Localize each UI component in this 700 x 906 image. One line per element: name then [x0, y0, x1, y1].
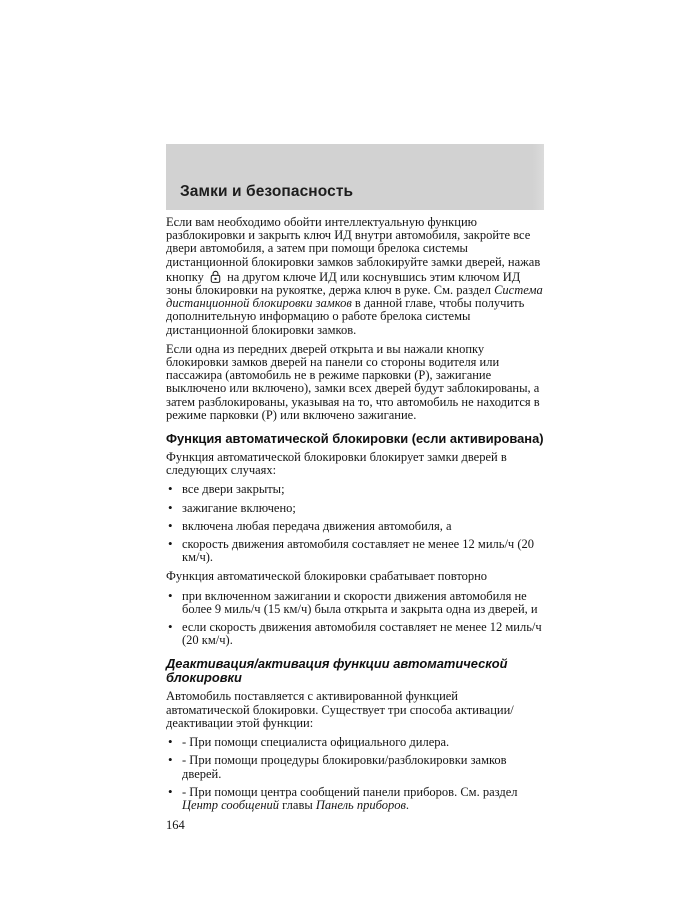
paragraph-smart-unlock-bypass	[166, 216, 544, 337]
page-number: 164	[166, 818, 185, 833]
section-heading-autolock: Функция автоматической блокировки (если активирована)	[166, 431, 544, 447]
list-item: • если скорость движения автомобиля составляет не менее 12 миль/ч (20 км/ч).	[166, 621, 544, 647]
paragraph-text: Если вам необходимо обойти интеллектуальную функцию разблокировки и закрыть ключ ИД внутри автомобиля, закройте все двери автомобиля, а затем при помощи брелока системы дистанционной блокировки замков заблокируйте замки дверей, нажав кнопку	[166, 215, 541, 284]
list-item-text: .	[405, 797, 410, 812]
list-item: • скорость движения автомобиля составляет не менее 12 миль/ч (20 км/ч).	[166, 538, 544, 564]
list-item: • включена любая передача движения автомобиля, а	[166, 520, 544, 533]
autolock-conditions-list	[166, 483, 544, 564]
list-item: • - При помощи специалиста официального дилера.	[166, 736, 544, 749]
content-column	[166, 144, 544, 833]
list-item: • все двери закрыты;	[166, 483, 544, 496]
autolock-intro: Функция автоматической блокировки блокирует замки дверей в следующих случаях:	[166, 450, 507, 478]
list-item	[166, 786, 544, 812]
autolock-repeat-list	[166, 590, 544, 648]
chapter-header-band	[166, 144, 544, 210]
paragraph-text: в данной главе, чтобы получить дополнительную информацию о работе брелока системы дистанционной блокировки замков.	[166, 296, 525, 337]
deactivation-methods-list	[166, 736, 544, 812]
list-item: • при включенном зажигании и скорости движения автомобиля не более 9 миль/ч (15 км/ч) была открыта и закрыта одна из дверей, и	[166, 590, 544, 616]
section-heading-deactivation: Деактивация/активация функции автоматической блокировки	[166, 656, 508, 686]
autolock-repeat-intro: Функция автоматической блокировки срабатывает повторно	[166, 569, 488, 584]
paragraph-text: на другом ключе ИД или коснувшись этим ключом ИД зоны блокировки на рукоятке, держа ключ в руке. См. раздел	[166, 269, 521, 298]
list-item: • зажигание включено;	[166, 502, 544, 515]
deactivation-intro: Автомобиль поставляется с активированной функцией автоматической блокировки. Существует три способа активации/деактивации этой функции:	[166, 689, 514, 730]
list-item-text: главы	[279, 797, 316, 812]
chapter-title: Замки и безопасность	[180, 183, 354, 200]
cross-reference-instrument-cluster: Панель приборов	[315, 797, 406, 812]
cross-reference-message-center: Центр сообщений	[182, 797, 280, 812]
paragraph-front-door-open: Если одна из передних дверей открыта и вы нажали кнопку блокировки замков дверей на панели со стороны водителя или пассажира (автомобиль не в режиме парковки (P), зажигание выключено или включено), замки всех дверей будут заблокированы, а затем разблокированы, указывая на то, что автомобиль не находится в режиме парковки (P) или включено зажигание.	[166, 341, 540, 422]
cross-reference-remote-locking: Система дистанционной блокировки замков	[166, 283, 543, 311]
lock-icon	[209, 269, 222, 284]
list-item-text: - При помощи центра сообщений панели приборов. См. раздел	[182, 784, 518, 799]
list-item: • - При помощи процедуры блокировки/разблокировки замков дверей.	[166, 754, 544, 780]
